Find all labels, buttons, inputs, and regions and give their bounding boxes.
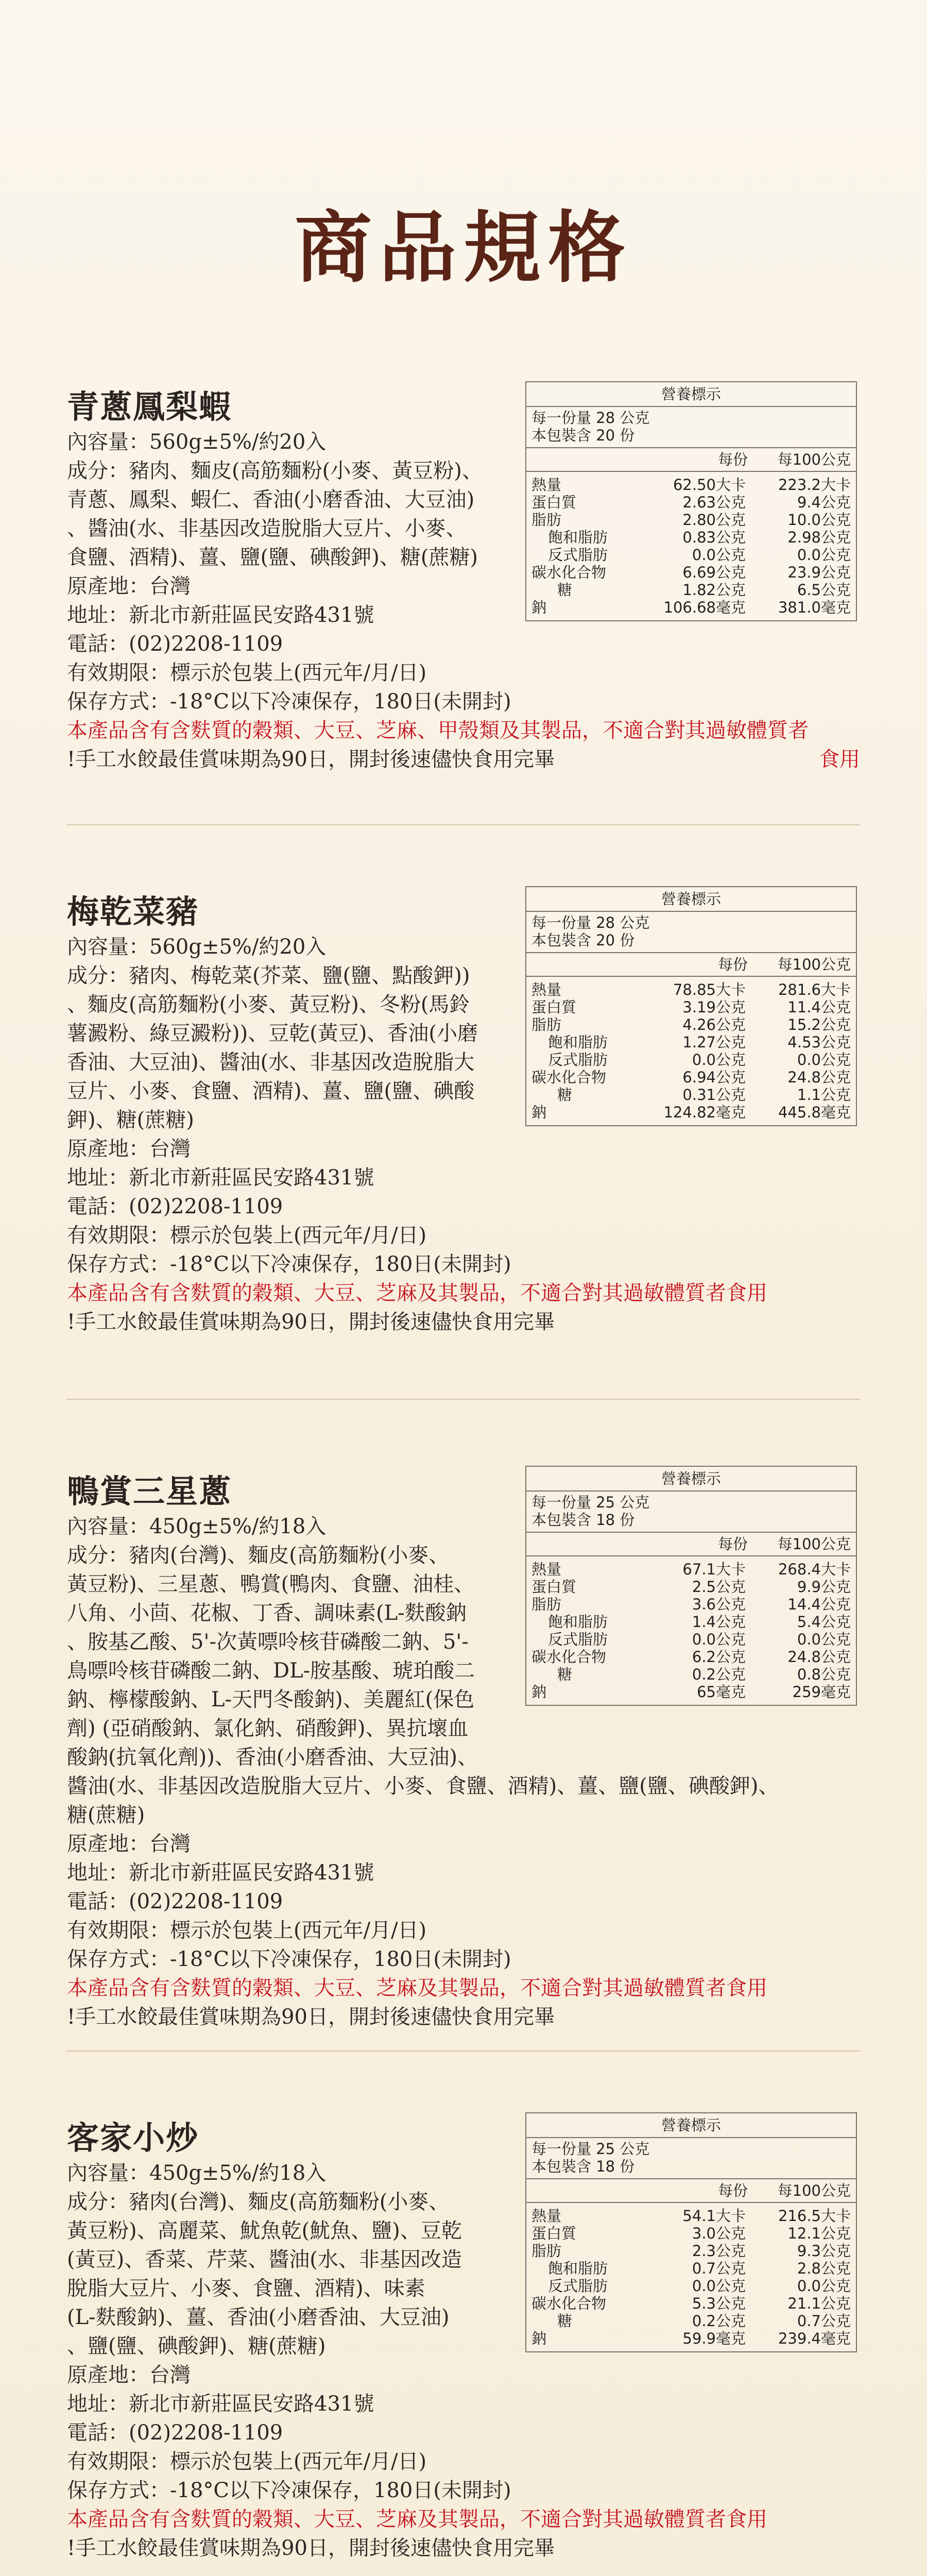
nutrition-row — [526, 529, 856, 546]
nutrient-label: 鈉 — [531, 2330, 547, 2347]
per-serving-header: 每份 — [717, 1535, 748, 1553]
info-line: 保存方式：-18°C以下冷凍保存，180日(未開封) — [67, 2479, 511, 2502]
nutrient-label: 碳水化合物 — [531, 2295, 607, 2312]
nutrition-row — [526, 1069, 856, 1086]
info-line: (黃豆)、香菜、芹菜、醬油(水、非基因改造 — [67, 2248, 462, 2272]
nutrition-row — [526, 599, 856, 616]
per-serving-value: 4.26公克 — [682, 1016, 746, 1033]
info-line: 、鹽(鹽、碘酸鉀)、糖(蔗糖) — [67, 2334, 326, 2358]
per-100g-value: 216.5大卡 — [778, 2207, 851, 2225]
info-line: 地址：新北市新莊區民安路431號 — [67, 1166, 374, 1190]
nutrient-label: 熱量 — [531, 1561, 562, 1578]
serving-info — [526, 407, 856, 448]
nutrition-row — [526, 2225, 856, 2242]
nutrition-row — [526, 564, 856, 581]
per-100g-value: 14.4公克 — [787, 1596, 851, 1613]
nutrition-row — [526, 546, 856, 564]
best-before-note: !手工水餃最佳賞味期為90日，開封後速儘快食用完畢 — [67, 1310, 555, 1334]
per-100g-value: 0.0公克 — [797, 1051, 851, 1069]
per-100g-header: 每100公克 — [777, 956, 851, 973]
per-serving-value: 106.68毫克 — [663, 599, 746, 616]
nutrient-label: 反式脂肪 — [548, 1051, 608, 1069]
nutrition-facts-table — [525, 2112, 857, 2352]
nutrition-row — [526, 494, 856, 511]
per-serving-value: 0.7公克 — [692, 2260, 746, 2277]
nutrient-label: 飽和脂肪 — [548, 1033, 608, 1051]
per-100g-value: 21.1公克 — [787, 2295, 851, 2312]
per-serving-header: 每份 — [717, 956, 748, 973]
info-line: 內容量：450g±5%/約18入 — [67, 1515, 327, 1538]
best-before-note: !手工水餃最佳賞味期為90日，開封後速儘快食用完畢 — [67, 748, 555, 771]
nutrient-label: 反式脂肪 — [548, 1631, 608, 1648]
servings-per-package: 本包裝含 18 份 — [531, 1511, 635, 1529]
nutrition-row — [526, 476, 856, 494]
nutrition-row — [526, 2277, 856, 2295]
section-divider — [67, 824, 860, 825]
nutrient-label: 脂肪 — [531, 511, 562, 529]
info-line: 成分：豬肉、麵皮(高筋麵粉(小麥、黃豆粉)、 — [67, 459, 483, 483]
nutrition-facts-table — [525, 886, 857, 1126]
info-line: 地址：新北市新莊區民安路431號 — [67, 603, 374, 627]
per-serving-value: 59.9毫克 — [682, 2330, 746, 2347]
nutrient-label: 蛋白質 — [531, 2225, 577, 2242]
nutrient-label: 碳水化合物 — [531, 564, 607, 581]
info-line: 鉀)、糖(蔗糖) — [67, 1108, 194, 1132]
info-line: 原產地：台灣 — [67, 1832, 191, 1856]
nutrition-column-header — [526, 1533, 856, 1556]
allergen-warning: 本產品含有含麩質的穀類、大豆、芝麻及其製品，不適合對其過敏體質者食用 — [67, 1281, 767, 1305]
serving-info — [526, 1492, 856, 1533]
info-line: 醬油(水、非基因改造脫脂大豆片、小麥、食鹽、酒精)、薑、鹽(鹽、碘酸鉀)、 — [67, 1774, 779, 1798]
nutrient-label: 鈉 — [531, 1683, 547, 1701]
per-100g-header: 每100公克 — [777, 1535, 851, 1553]
serving-info — [526, 912, 856, 953]
nutrition-row — [526, 1578, 856, 1596]
info-line: 原產地：台灣 — [67, 2363, 191, 2387]
per-100g-value: 268.4大卡 — [778, 1561, 851, 1578]
nutrition-row — [526, 1648, 856, 1666]
per-serving-value: 65毫克 — [697, 1683, 746, 1701]
info-line: 原產地：台灣 — [67, 574, 191, 598]
nutrient-label: 糖 — [557, 2312, 573, 2330]
nutrient-label: 蛋白質 — [531, 998, 577, 1016]
per-serving-value: 0.0公克 — [692, 546, 746, 564]
info-line: 黃豆粉)、高麗菜、魷魚乾(魷魚、鹽)、豆乾 — [67, 2219, 462, 2243]
per-100g-value: 9.9公克 — [797, 1578, 851, 1596]
info-line: 保存方式：-18°C以下冷凍保存，180日(未開封) — [67, 1947, 511, 1971]
per-serving-value: 1.82公克 — [682, 581, 746, 599]
per-serving-value: 0.2公克 — [692, 1666, 746, 1683]
info-line: 原產地：台灣 — [67, 1137, 191, 1161]
info-line: 、醬油(水、非基因改造脫脂大豆片、小麥、 — [67, 517, 467, 540]
nutrition-heading: 營養標示 — [526, 2113, 856, 2138]
info-line: 食鹽、酒精)、薑、鹽(鹽、碘酸鉀)、糖(蔗糖) — [67, 546, 478, 569]
product-name: 鴨賞三星蔥 — [67, 1472, 232, 1510]
per-100g-value: 281.6大卡 — [778, 981, 851, 998]
nutrition-row — [526, 2312, 856, 2330]
nutrient-label: 反式脂肪 — [548, 546, 608, 564]
nutrition-row — [526, 511, 856, 529]
per-serving-header: 每份 — [717, 2182, 748, 2199]
nutrition-facts-table — [525, 1466, 857, 1706]
per-100g-value: 12.1公克 — [787, 2225, 851, 2242]
allergen-warning: 本產品含有含麩質的穀類、大豆、芝麻、甲殼類及其製品，不適合對其過敏體質者 — [67, 719, 809, 742]
nutrient-label: 脂肪 — [531, 2242, 562, 2260]
per-100g-value: 23.9公克 — [787, 564, 851, 581]
product-name: 客家小炒 — [67, 2119, 199, 2157]
nutrition-row — [526, 1086, 856, 1104]
per-serving-header: 每份 — [717, 451, 748, 468]
nutrition-row — [526, 1613, 856, 1631]
per-100g-header: 每100公克 — [777, 2182, 851, 2199]
info-line: 內容量：450g±5%/約18入 — [67, 2161, 327, 2185]
info-line: 豆片、小麥、食鹽、酒精)、薑、鹽(鹽、碘酸 — [67, 1079, 475, 1103]
per-100g-value: 259毫克 — [792, 1683, 851, 1701]
nutrition-row — [526, 2207, 856, 2225]
per-serving-value: 2.3公克 — [692, 2242, 746, 2260]
serving-size: 每一份量 25 公克 — [531, 1494, 650, 1511]
info-line: 糖(蔗糖) — [67, 1803, 145, 1827]
per-serving-value: 2.5公克 — [692, 1578, 746, 1596]
info-line: 有效期限：標示於包裝上(西元年/月/日) — [67, 1224, 427, 1247]
nutrient-label: 蛋白質 — [531, 1578, 577, 1596]
allergen-warning: 本產品含有含麩質的穀類、大豆、芝麻及其製品，不適合對其過敏體質者食用 — [67, 1976, 767, 2000]
nutrient-label: 糖 — [557, 581, 573, 599]
per-serving-value: 0.83公克 — [682, 529, 746, 546]
serving-size: 每一份量 25 公克 — [531, 2140, 650, 2158]
nutrition-heading: 營養標示 — [526, 887, 856, 912]
info-line: 黃豆粉)、三星蔥、鴨賞(鴨肉、食鹽、油桂、 — [67, 1572, 475, 1596]
per-100g-value: 11.4公克 — [787, 998, 851, 1016]
info-line: 鳥嘌呤核苷磷酸二鈉、DL-胺基酸、琥珀酸二 — [67, 1659, 475, 1683]
info-line: 電話：(02)2208-1109 — [67, 1195, 283, 1218]
per-100g-value: 10.0公克 — [787, 511, 851, 529]
info-line: 劑) (亞硝酸鈉、氯化鈉、硝酸鉀)、異抗壞血 — [67, 1717, 469, 1740]
per-100g-header: 每100公克 — [777, 451, 851, 468]
best-before-note: !手工水餃最佳賞味期為90日，開封後速儘快食用完畢 — [67, 2536, 555, 2560]
info-line: 青蔥、鳳梨、蝦仁、香油(小磨香油、大豆油) — [67, 488, 475, 512]
product-name: 青蔥鳳梨蝦 — [67, 388, 232, 426]
nutrient-label: 熱量 — [531, 476, 562, 494]
per-100g-value: 445.8毫克 — [778, 1104, 851, 1121]
serving-info — [526, 2138, 856, 2179]
per-serving-value: 3.6公克 — [692, 1596, 746, 1613]
per-serving-value: 124.82毫克 — [663, 1104, 746, 1121]
info-line: 鈉、檸檬酸鈉、L-天門冬酸鈉)、美麗紅(保色 — [67, 1688, 475, 1711]
per-serving-value: 2.63公克 — [682, 494, 746, 511]
per-serving-value: 5.3公克 — [692, 2295, 746, 2312]
per-serving-value: 0.0公克 — [692, 1051, 746, 1069]
info-line: 有效期限：標示於包裝上(西元年/月/日) — [67, 1919, 427, 1942]
info-line: 、胺基乙酸、5'-次黃嘌呤核苷磷酸二鈉、5'- — [67, 1630, 469, 1654]
per-serving-value: 78.85大卡 — [673, 981, 746, 998]
nutrient-label: 熱量 — [531, 981, 562, 998]
per-100g-value: 24.8公克 — [787, 1069, 851, 1086]
per-serving-value: 6.69公克 — [682, 564, 746, 581]
per-100g-value: 15.2公克 — [787, 1016, 851, 1033]
per-100g-value: 6.5公克 — [797, 581, 851, 599]
nutrition-row — [526, 1561, 856, 1578]
nutrition-heading: 營養標示 — [526, 1467, 856, 1492]
allergen-warning: 本產品含有含麩質的穀類、大豆、芝麻及其製品，不適合對其過敏體質者食用 — [67, 2507, 767, 2531]
info-line: 保存方式：-18°C以下冷凍保存，180日(未開封) — [67, 690, 511, 714]
nutrient-label: 脂肪 — [531, 1016, 562, 1033]
info-line: 成分：豬肉(台灣)、麵皮(高筋麵粉(小麥、 — [67, 1544, 450, 1567]
per-100g-value: 9.4公克 — [797, 494, 851, 511]
per-serving-value: 0.0公克 — [692, 1631, 746, 1648]
nutrition-row — [526, 981, 856, 998]
nutrient-label: 飽和脂肪 — [548, 1613, 608, 1631]
nutrition-row — [526, 2260, 856, 2277]
servings-per-package: 本包裝含 18 份 — [531, 2158, 635, 2175]
info-line: 電話：(02)2208-1109 — [67, 2421, 283, 2445]
nutrient-label: 糖 — [557, 1086, 573, 1104]
info-line: 內容量：560g±5%/約20入 — [67, 935, 327, 959]
info-line: 八角、小茴、花椒、丁香、調味素(L-麩酸鈉 — [67, 1601, 467, 1625]
info-line: 內容量：560g±5%/約20入 — [67, 430, 327, 454]
nutrition-column-header — [526, 2179, 856, 2203]
per-serving-value: 3.19公克 — [682, 998, 746, 1016]
info-line: 地址：新北市新莊區民安路431號 — [67, 2392, 374, 2416]
per-100g-value: 0.0公克 — [797, 2277, 851, 2295]
per-100g-value: 2.98公克 — [787, 529, 851, 546]
nutrition-row — [526, 1596, 856, 1613]
nutrition-row — [526, 2330, 856, 2347]
info-line: 脫脂大豆片、小麥、食鹽、酒精)、味素 — [67, 2277, 425, 2300]
nutrition-column-header — [526, 448, 856, 472]
servings-per-package: 本包裝含 20 份 — [531, 427, 635, 444]
nutrient-label: 蛋白質 — [531, 494, 577, 511]
info-line: 、麵皮(高筋麵粉(小麥、黃豆粉)、冬粉(馬鈴 — [67, 993, 470, 1016]
info-line: 有效期限：標示於包裝上(西元年/月/日) — [67, 661, 427, 685]
per-serving-value: 1.4公克 — [692, 1613, 746, 1631]
nutrient-label: 熱量 — [531, 2207, 562, 2225]
nutrition-row — [526, 1683, 856, 1701]
per-serving-value: 54.1大卡 — [682, 2207, 746, 2225]
info-line: (L-麩酸鈉)、薑、香油(小磨香油、大豆油) — [67, 2306, 450, 2329]
nutrient-label: 鈉 — [531, 599, 547, 616]
nutrition-row — [526, 1033, 856, 1051]
per-100g-value: 5.4公克 — [797, 1613, 851, 1631]
info-line: 電話：(02)2208-1109 — [67, 632, 283, 656]
nutrition-row — [526, 1104, 856, 1121]
serving-size: 每一份量 28 公克 — [531, 409, 650, 427]
nutrition-column-header — [526, 953, 856, 977]
nutrition-row — [526, 1016, 856, 1033]
per-serving-value: 67.1大卡 — [682, 1561, 746, 1578]
nutrition-row — [526, 1666, 856, 1683]
nutrient-label: 飽和脂肪 — [548, 529, 608, 546]
nutrition-heading: 營養標示 — [526, 382, 856, 407]
info-line: 成分：豬肉、梅乾菜(芥菜、鹽(鹽、點酸鉀)) — [67, 964, 470, 988]
per-serving-value: 6.2公克 — [692, 1648, 746, 1666]
per-serving-value: 2.80公克 — [682, 511, 746, 529]
per-serving-value: 6.94公克 — [682, 1069, 746, 1086]
best-before-note: !手工水餃最佳賞味期為90日，開封後速儘快食用完畢 — [67, 2005, 555, 2029]
nutrient-label: 反式脂肪 — [548, 2277, 608, 2295]
nutrient-label: 鈉 — [531, 1104, 547, 1121]
nutrient-label: 脂肪 — [531, 1596, 562, 1613]
per-100g-value: 0.7公克 — [797, 2312, 851, 2330]
section-divider — [67, 1399, 860, 1400]
page-title: 商品規格 — [294, 204, 632, 293]
per-100g-value: 239.4毫克 — [778, 2330, 851, 2347]
per-serving-value: 62.50大卡 — [673, 476, 746, 494]
info-line: 成分：豬肉(台灣)、麵皮(高筋麵粉(小麥、 — [67, 2190, 450, 2214]
nutrient-label: 糖 — [557, 1666, 573, 1683]
per-serving-value: 0.0公克 — [692, 2277, 746, 2295]
info-line: 薯澱粉、綠豆澱粉))、豆乾(黃豆)、香油(小磨 — [67, 1022, 478, 1045]
product-name: 梅乾菜豬 — [67, 893, 199, 930]
nutrition-row — [526, 998, 856, 1016]
nutrition-facts-table — [525, 381, 857, 621]
info-line: 香油、大豆油)、醬油(水、非基因改造脫脂大 — [67, 1050, 475, 1074]
nutrition-row — [526, 2242, 856, 2260]
per-100g-value: 0.0公克 — [797, 1631, 851, 1648]
nutrient-label: 碳水化合物 — [531, 1069, 607, 1086]
info-line: 保存方式：-18°C以下冷凍保存，180日(未開封) — [67, 1252, 511, 1276]
per-100g-value: 24.8公克 — [787, 1648, 851, 1666]
per-100g-value: 1.1公克 — [797, 1086, 851, 1104]
per-100g-value: 0.8公克 — [797, 1666, 851, 1683]
per-100g-value: 2.8公克 — [797, 2260, 851, 2277]
per-serving-value: 0.31公克 — [682, 1086, 746, 1104]
info-line: 電話：(02)2208-1109 — [67, 1890, 283, 1913]
serving-size: 每一份量 28 公克 — [531, 914, 650, 931]
nutrition-row — [526, 1631, 856, 1648]
per-serving-value: 0.2公克 — [692, 2312, 746, 2330]
per-100g-value: 223.2大卡 — [778, 476, 851, 494]
info-line: 地址：新北市新莊區民安路431號 — [67, 1861, 374, 1885]
per-100g-value: 381.0毫克 — [778, 599, 851, 616]
per-100g-value: 0.0公克 — [797, 546, 851, 564]
per-serving-value: 3.0公克 — [692, 2225, 746, 2242]
nutrition-row — [526, 1051, 856, 1069]
servings-per-package: 本包裝含 20 份 — [531, 931, 635, 949]
info-line: 有效期限：標示於包裝上(西元年/月/日) — [67, 2450, 427, 2473]
allergen-warning-tail: 食用 — [819, 748, 860, 771]
info-line: 酸鈉(抗氧化劑))、香油(小磨香油、大豆油)、 — [67, 1745, 478, 1769]
per-100g-value: 9.3公克 — [797, 2242, 851, 2260]
nutrition-row — [526, 2295, 856, 2312]
nutrient-label: 碳水化合物 — [531, 1648, 607, 1666]
nutrition-row — [526, 581, 856, 599]
per-100g-value: 4.53公克 — [787, 1033, 851, 1051]
nutrient-label: 飽和脂肪 — [548, 2260, 608, 2277]
section-divider — [67, 2050, 860, 2052]
per-serving-value: 1.27公克 — [682, 1033, 746, 1051]
